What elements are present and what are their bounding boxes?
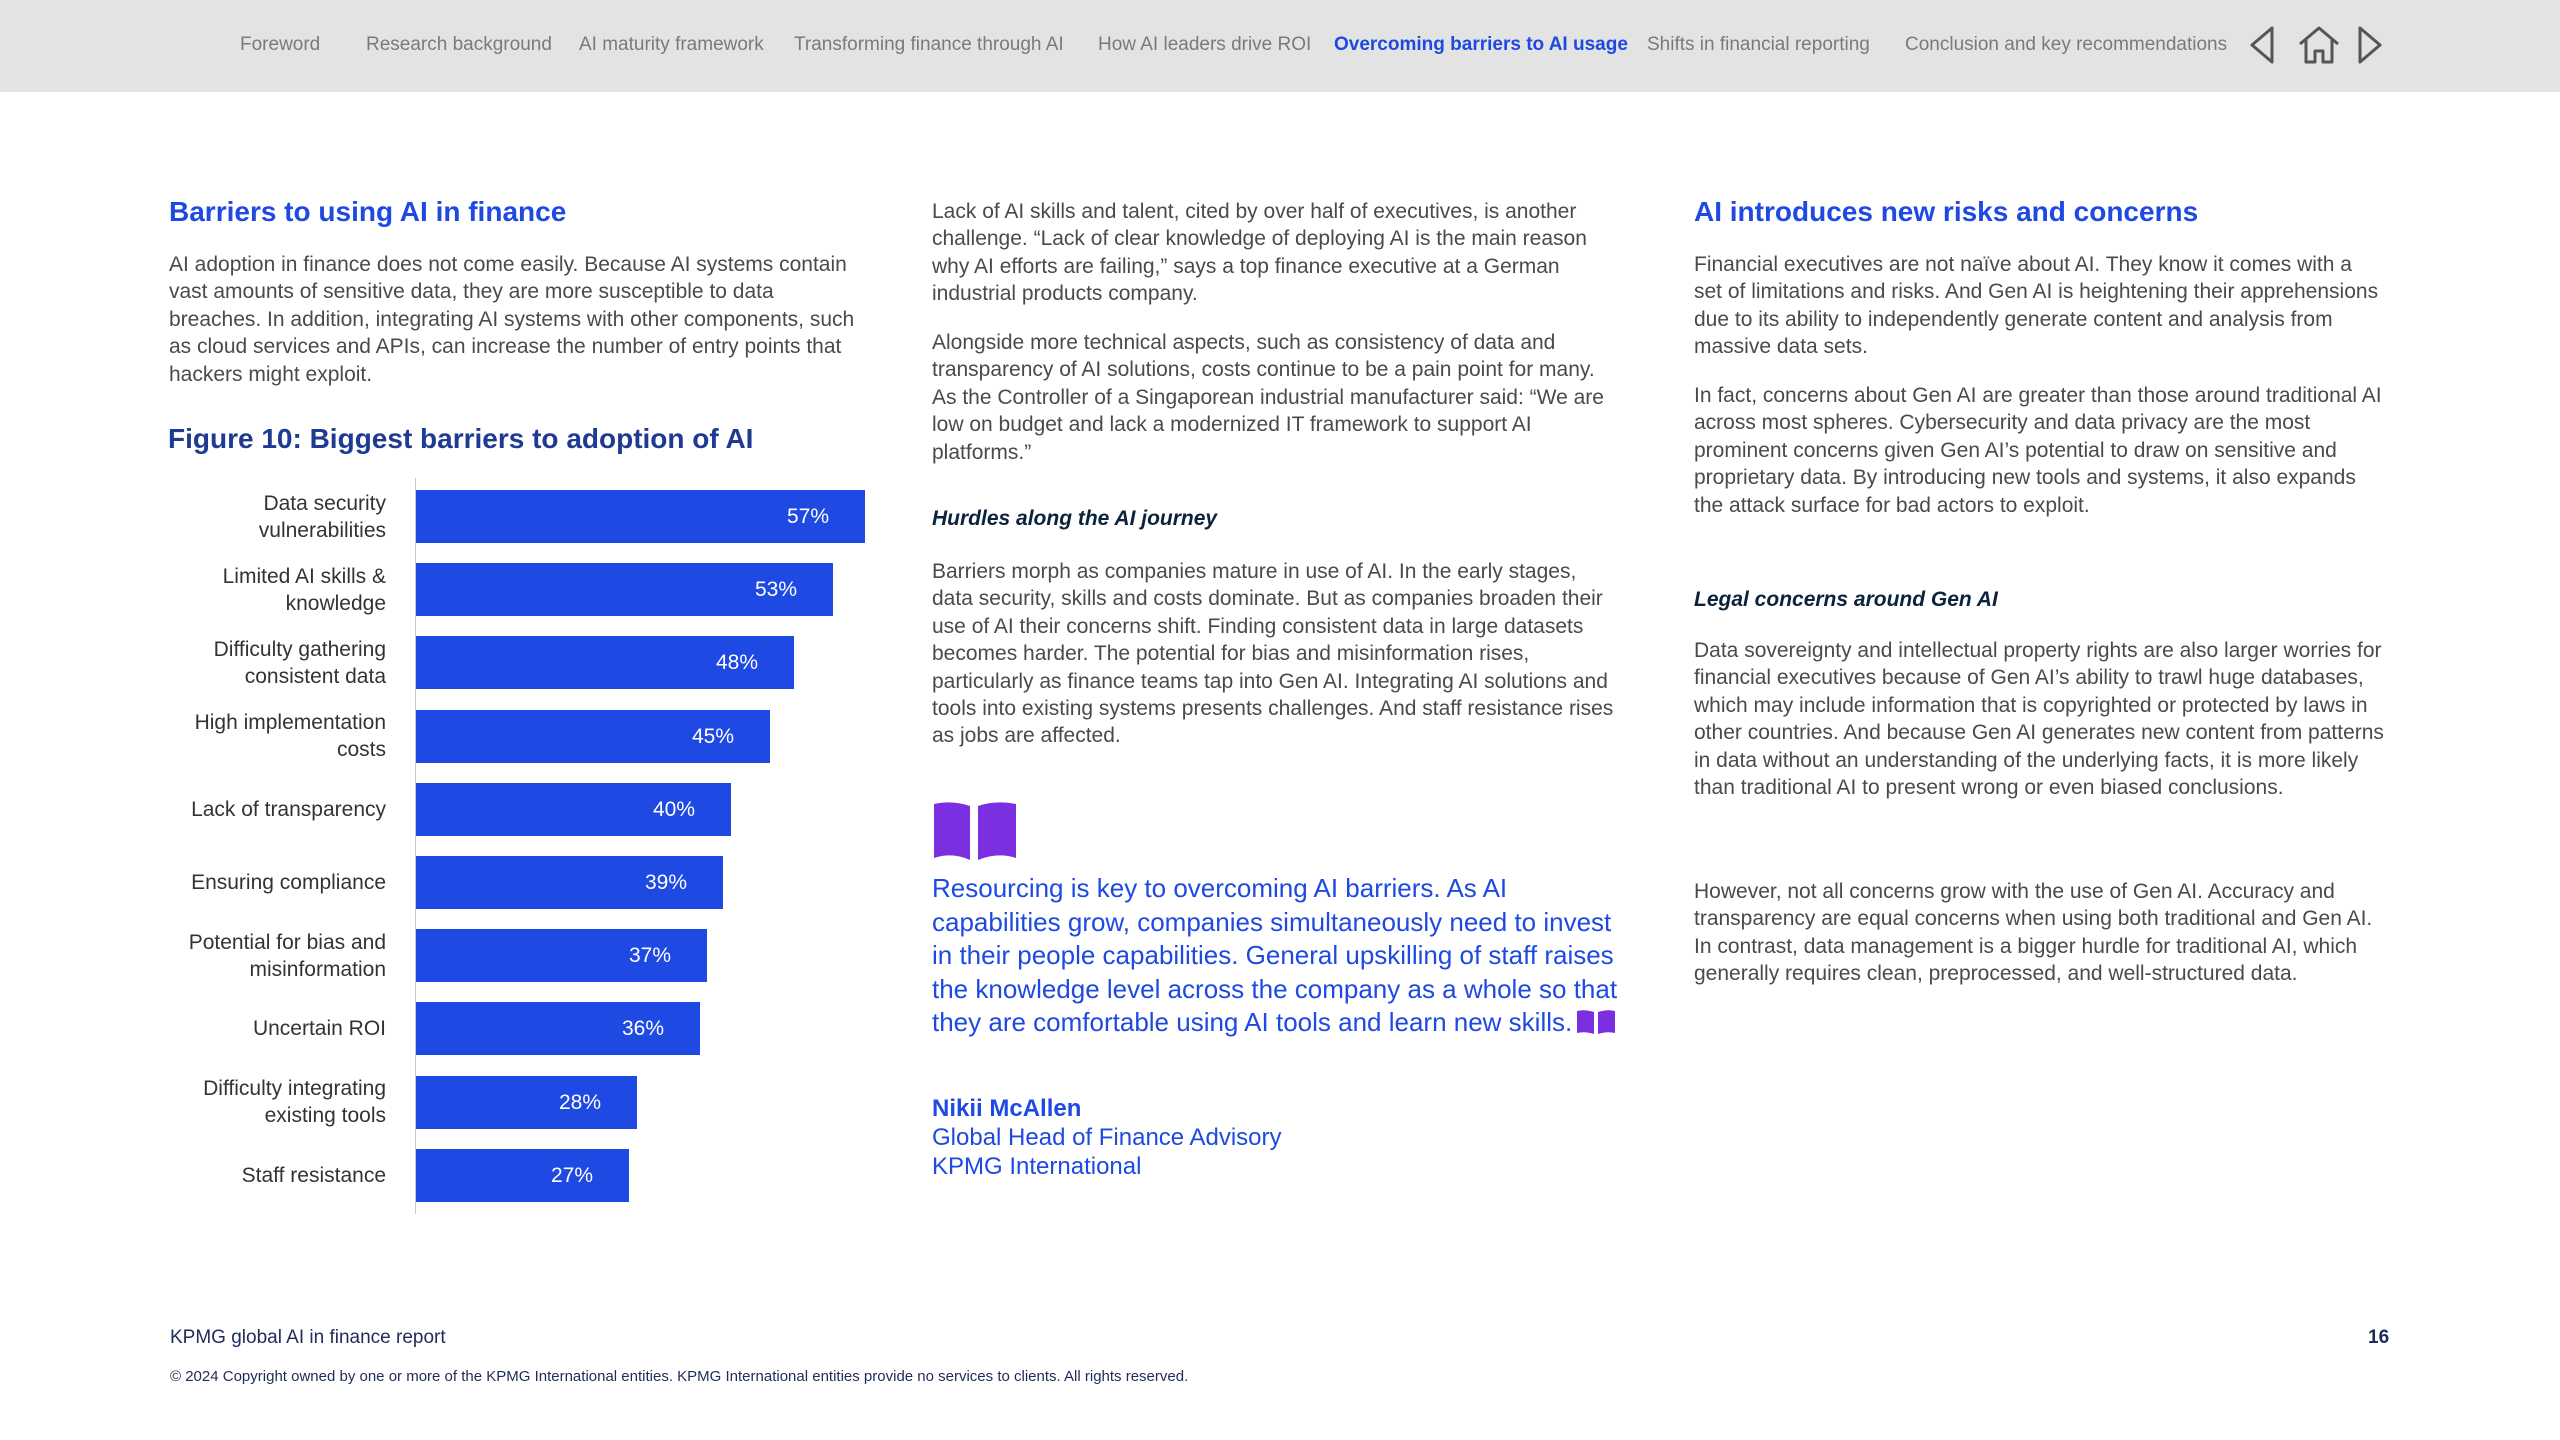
nav-item-overcoming-barriers[interactable]: Overcoming barriers to AI usage	[1334, 34, 1628, 55]
legal-subheading: Legal concerns around Gen AI	[1694, 588, 1998, 611]
bar-value-label: 57%	[786, 505, 829, 528]
footer-report-title: KPMG global AI in finance report	[170, 1327, 446, 1348]
nav-item-ai-maturity-framework[interactable]: AI maturity framework	[579, 34, 764, 55]
nav-item-transforming-finance[interactable]: Transforming finance through AI	[794, 34, 1064, 55]
quote-close-icon	[1576, 1009, 1616, 1044]
middle-paragraph-3: Barriers morph as companies mature in use of AI. In the early stages, data security, skills and costs dominate. But as companies broaden their use of AI their concerns shift. Finding consistent data in large datasets becomes harder. The potential for bias and misinformation rises, particularly as finance teams tap into Gen AI. Integrating AI solutions and tools into existing systems presents challenges. And staff resistance rises as jobs are affected.	[932, 560, 1614, 748]
pull-quote-text: Resourcing is key to overcoming AI barriers. As AI capabilities grow, companies simultaneously need to invest in their people capabilities. General upskilling of staff raises the knowledge level across the company as a whole so that they are comfortable using AI tools and learn new skills.	[932, 873, 1618, 1037]
risks-heading: AI introduces new risks and concerns	[1694, 196, 2199, 227]
nav-item-foreword[interactable]: Foreword	[240, 34, 321, 55]
bar-value-label: 40%	[652, 797, 695, 821]
bar-category-label: Ensuring compliance	[191, 871, 386, 894]
bar-category-label: Limited AI skills & knowledge	[222, 564, 386, 615]
bar-category-label: Uncertain ROI	[252, 1017, 386, 1041]
figure-title: Figure 10: Biggest barriers to adoption of AI	[168, 423, 754, 454]
bar-category-label: Staff resistance	[241, 1163, 386, 1187]
bar-value-label: 48%	[715, 651, 758, 675]
bar-value-label: 28%	[558, 1090, 601, 1114]
quote-author-org: KPMG International	[932, 1153, 1142, 1180]
barriers-heading: Barriers to using AI in finance	[169, 196, 567, 227]
page-number: 16	[2368, 1327, 2390, 1348]
quote-open-icon	[932, 800, 1020, 867]
right-paragraph-1: Financial executives are not naïve about AI. They know it comes with a set of limitations and risks. And Gen AI is heightening their apprehensions due to its ability to independently generate content and analysis from massive data sets.	[1694, 253, 2379, 359]
nav-item-shifts-financial-reporting[interactable]: Shifts in financial reporting	[1647, 34, 1870, 55]
prev-arrow-icon[interactable]	[2248, 24, 2276, 71]
middle-paragraph-2: Alongside more technical aspects, such as consistency of data and transparency of AI solutions, costs continue to be a pain point for many. As the Controller of a Singaporean industrial manufacturer said: “We are low on budget and lack a modernized IT framework to support AI platforms.”	[932, 331, 1604, 464]
middle-paragraph-1: Lack of AI skills and talent, cited by over half of executives, is another challenge. “Lack of clear knowledge of deploying AI is the main reason why AI efforts are failing,” says a top finance executive at a German industrial products company.	[932, 200, 1587, 306]
nav-item-ai-leaders-roi[interactable]: How AI leaders drive ROI	[1098, 34, 1312, 55]
copyright-notice: © 2024 Copyright owned by one or more of the KPMG International entities. KPMG International entities provide no services to clients. All rights reserved.	[170, 1368, 1189, 1385]
bar-value-label: 27%	[550, 1163, 593, 1187]
right-paragraph-2: In fact, concerns about Gen AI are greater than those around traditional AI across most spheres. Cybersecurity and data privacy are the most prominent concerns given Gen AI’s potential to draw on sensitive and proprietary data. By introducing new tools and systems, it also expands the attack surface for bad actors to exploit.	[1694, 384, 2382, 517]
nav-item-research-background[interactable]: Research background	[366, 34, 552, 55]
bar-value-label: 37%	[628, 944, 671, 968]
bar-category-label: Difficulty gathering consistent data	[213, 637, 386, 688]
bar-value-label: 36%	[621, 1017, 664, 1041]
barriers-paragraph: AI adoption in finance does not come easily. Because AI systems contain vast amounts of sensitive data, they are more susceptible to data breaches. In addition, integrating AI systems with other components, such as cloud services and APIs, can increase the number of entry points that hackers might exploit.	[169, 253, 855, 386]
barriers-bar-chart	[150, 478, 890, 1214]
right-paragraph-4: However, not all concerns grow with the use of Gen AI. Accuracy and transparency are equal concerns when using both traditional and Gen AI. In contrast, data management is a bigger hurdle for traditional AI, which generally requires clean, preprocessed, and well-structured data.	[1694, 880, 2373, 986]
bar-value-label: 39%	[644, 871, 687, 894]
bar-category-label: Lack of transparency	[191, 797, 386, 821]
bar-category-label: Data security vulnerabilities	[258, 491, 386, 542]
quote-author-role: Global Head of Finance Advisory	[932, 1124, 1282, 1151]
bar-category-label: High implementation costs	[194, 711, 386, 762]
top-navigation	[0, 0, 2560, 92]
bar-category-label: Difficulty integrating existing tools	[203, 1077, 386, 1128]
nav-item-conclusion[interactable]: Conclusion and key recommendations	[1905, 34, 2228, 55]
hurdles-subheading: Hurdles along the AI journey	[932, 507, 1218, 530]
pull-quote	[932, 872, 1622, 1044]
quote-author-name: Nikii McAllen	[932, 1095, 1082, 1122]
bar-category-label: Potential for bias and misinformation	[188, 930, 386, 981]
next-arrow-icon[interactable]	[2356, 24, 2384, 71]
bar-value-label: 45%	[691, 724, 734, 748]
right-paragraph-3: Data sovereignty and intellectual property rights are also larger worries for financial executives because of Gen AI’s ability to trawl huge databases, which may include information that is copyrighted or protected by laws in other countries. And because Gen AI generates new content from patterns in data without an understanding of the underlying facts, it is more likely than traditional AI to present wrong or even biased conclusions.	[1694, 639, 2384, 800]
bar-value-label: 53%	[754, 578, 797, 602]
home-icon[interactable]	[2297, 24, 2341, 71]
